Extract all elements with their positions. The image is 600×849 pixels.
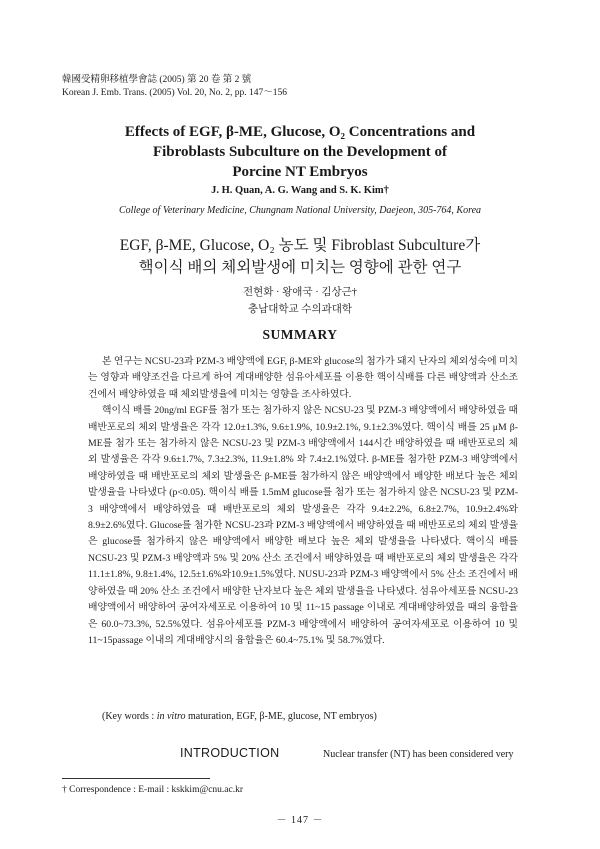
summary-paragraph-2: 핵이식 배를 20ng/ml EGF를 첨가 또는 첨가하지 않은 NCSU-23 및 PZM-3 배양액에서 배양하였을 때 배반포로의 체외 발생율은 각각 12.0±1.3%, 9.6±1.9%, 10.9±2.1%, 9.1±2.3%였다. 핵이식 배를 25 μM β-ME를 첨가 또는 첨가하지 않은 NCSU-23 및 PZM-3 배양액에서 144시간 배양하였을 때 배반포로의 체외 발생율은 각각 9.6±1.7%, 7.3±2.3%, 11.9±1.8% 와 7.4±2.1%였다. β-ME를 첨가한 PZM-3 배양액에서 배양하였을 때 배반포로의 체외 발생율은 β-ME를 첨가하지 않은 배양액에서 배양한 배보다 높은 체외발생율을 나타냈다 (p<0.05). 핵이식 배를 1.5mM glucose를 첨가 또는 첨가하지 않은 NCSU-23 및 PZM-3 배양액에서 배양하였을 때 배반포로의 체외 발생율은 각각 9.4±2.2%, 6.8±2.7%, 10.9±2.4%와 8.9±2.6%였다. Glucose를 첨가한 NCSU-23과 PZM-3 배양액에서 배양하였을 때 배반포로의 체외 발생율은 glucose를 첨가하지 않은 배양액에서 배양한 배보다 높은 체외 발생율을 나타냈다. 핵이식 배를 NCSU-23 및 PZM-3 배양액과 5% 및 20% 산소 조건에서 배양하였을 때 배반포로의 체외 발생율은 각각 11.1±1.8%, 9.8±1.4%, 12.5±1.6%와10.9±1.5%였다. NUSU-23과 PZM-3 배양액에서 5% 산소 조건에서 배양하였을 때 20% 산소 조건에서 배양한 난자보다 높은 체외 발생율을 나타냈다. 섬유아세포를 NCSU-23 배양액에서 배양하여 공여자세포로 이용하여 10 및 11~15 passage 이내로 계대배양하였을 때의 융합율은 60.0~73.3%, 52.5%였다. 섬유아세포를 PZM-3 배양액에서 배양하여 공여자세포로 이용하여 10 및 11~15passage 이내의 계대배양시의 융합율은 60.4~75.1% 및 58.7%였다. [88,405,518,646]
keywords-list: maturation, EGF, β-ME, glucose, NT embryos) [185,711,377,722]
keywords [102,711,377,722]
keywords-italic: in vitro [156,711,186,722]
summary-heading: SUMMARY [262,327,338,342]
journal-citation-korean: 韓國受精卵移植學會誌 (2005) 第 20 卷 第 2 號 [62,75,252,85]
paper-title-line-3: Porcine NT Embryos [232,164,368,180]
keywords-label: (Key words : [102,711,157,722]
paper-title-line-2: Fibroblasts Subculture on the Development of [152,144,448,160]
authors: J. H. Quan, A. G. Wang and S. K. Kim† [211,185,389,196]
correspondence-footnote: † Correspondence : E-mail : kskkim@cnu.ac.kr [62,785,244,795]
korean-title-line-1: EGF, β-ME, Glucose, O₂ 농도 및 Fibroblast Subculture가 [119,237,481,254]
introduction-heading: INTRODUCTION [180,746,280,760]
journal-citation-english: Korean J. Emb. Trans. (2005) Vol. 20, No. 2, pp. 147～156 [62,88,288,98]
korean-title-line-2: 핵이식 배의 체외발생에 미치는 영향에 관한 연구 [138,259,462,276]
page-number: － 147 － [276,815,324,826]
affiliation: College of Veterinary Medicine, Chungnam National University, Daejeon, 305-764, Korea [118,205,482,216]
summary-body [88,354,518,649]
footnote-rule [62,778,210,779]
korean-authors: 전현화 · 왕애국 · 김상근† [242,287,358,298]
paper-title-line-1: Effects of EGF, β-ME, Glucose, O₂ Concentrations and [124,124,476,140]
introduction-first-line: Nuclear transfer (NT) has been considered very [323,749,514,760]
korean-affiliation: 충남대학교 수의과대학 [247,304,353,315]
summary-paragraph-1: 본 연구는 NCSU-23과 PZM-3 배양액에 EGF, β-ME와 glucose의 첨가가 돼지 난자의 체외성숙에 미치는 영향과 배양조건을 다르게 하여 계대배양한 섬유아세포를 이용한 핵이식배를 다른 배양액과 산소조건에서 배양하였을 때 체외발생율에 미치는 영향을 조사하였다. [88,356,518,400]
